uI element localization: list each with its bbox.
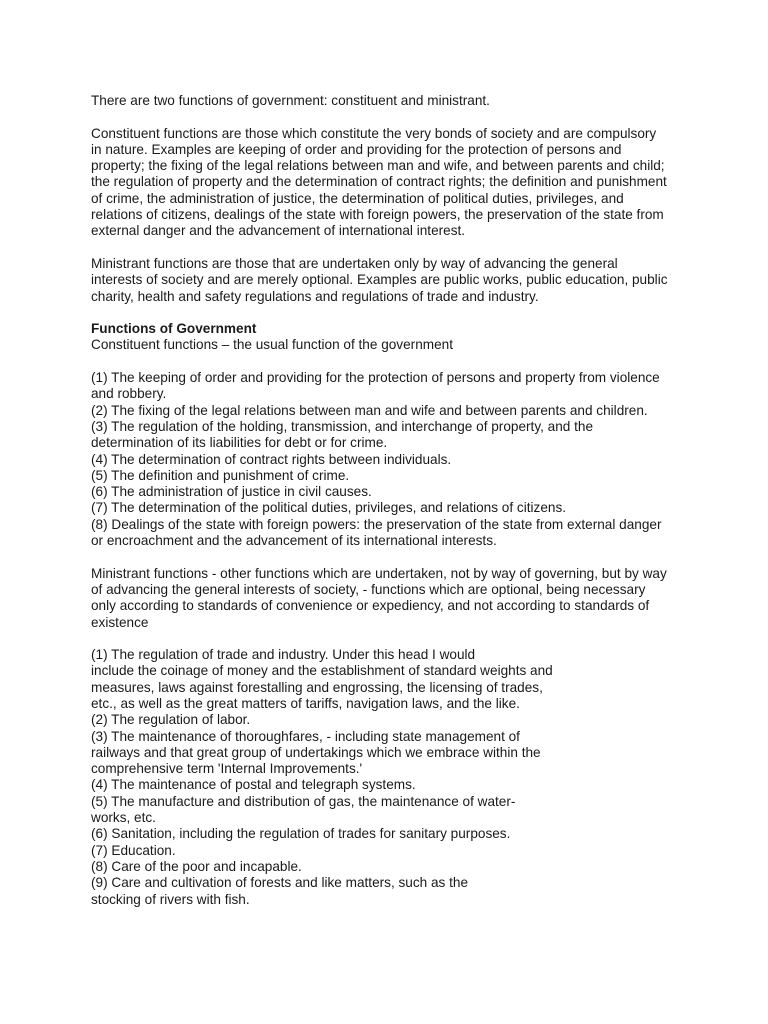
list-item: (7) The determination of the political duties, privileges, and relations of citizens.: [91, 500, 567, 516]
list-item: (6) The administration of justice in civil causes.: [91, 484, 372, 500]
list-item: (8) Care of the poor and incapable.: [91, 858, 302, 874]
constituent-subheading: Constituent functions – the usual function of the government: [91, 337, 453, 353]
ministrant-intro-paragraph: Ministrant functions - other functions which are undertaken, not by way of governing, but by way of advancing the general interests of society, - functions which are optional, being necessary only according to standards of convenience or expediency, and not according to standards of existence: [91, 565, 667, 630]
list-item: (3) The regulation of the holding, transmission, and interchange of property, and the determination of its liabilities for debt or for crime.: [91, 418, 594, 451]
list-item: (7) Education.: [91, 842, 176, 858]
list-item: (2) The fixing of the legal relations between man and wife and between parents and children.: [91, 402, 648, 418]
section-heading: Functions of Government: [91, 321, 257, 337]
list-item: (2) The regulation of labor.: [91, 712, 251, 728]
ministrant-paragraph: Ministrant functions are those that are undertaken only by way of advancing the general interests of society and are merely optional. Examples are public works, public education, public charity, health and safety regulations and regulations of trade and industry.: [91, 255, 668, 304]
list-item: (9) Care and cultivation of forests and like matters, such as the stocking of rivers with fish.: [91, 875, 469, 907]
list-item: (1) The keeping of order and providing for the protection of persons and property from violence and robbery.: [91, 370, 660, 402]
constituent-paragraph: Constituent functions are those which constitute the very bonds of society and are compulsory in nature. Examples are keeping of order and providing for the protection of persons and property; the fixing of the legal relations between man and wife, and between parents and child; the regulation of property and the determination of contract rights; the definition and punishment of crime, the administration of justice, the determination of political duties, privileges, and relations of citizens, dealings of the state with foreign powers, the preservation of the state from external danger and the advancement of international interest.: [91, 125, 667, 239]
list-item: (8) Dealings of the state with foreign powers: the preservation of the state from external danger or encroachment and the advancement of its international interests.: [91, 516, 662, 549]
ministrant-functions-list: [91, 647, 681, 908]
list-item: (1) The regulation of trade and industry. Under this head I would include the coinage of money and the establishment of standard weights and measures, laws against forestalling and engrossing, the licensing of trades, etc., as well as the great matters of tariffs, navigation laws, and the like.: [91, 647, 553, 711]
list-item: (6) Sanitation, including the regulation of trades for sanitary purposes.: [91, 826, 511, 842]
list-item: (5) The manufacture and distribution of gas, the maintenance of water- works, etc.: [91, 793, 516, 826]
list-item: (3) The maintenance of thoroughfares, - including state management of railways and that great group of undertakings which we embrace within the comprehensive term 'Internal Improvements.': [91, 728, 541, 777]
list-item: (4) The determination of contract rights between individuals.: [91, 451, 452, 467]
intro-paragraph: There are two functions of government: constituent and ministrant.: [91, 93, 490, 108]
list-item: (5) The definition and punishment of crime.: [91, 467, 350, 483]
constituent-functions-list: [91, 370, 681, 549]
document-page: [91, 93, 681, 924]
list-item: (4) The maintenance of postal and telegraph systems.: [91, 777, 416, 793]
